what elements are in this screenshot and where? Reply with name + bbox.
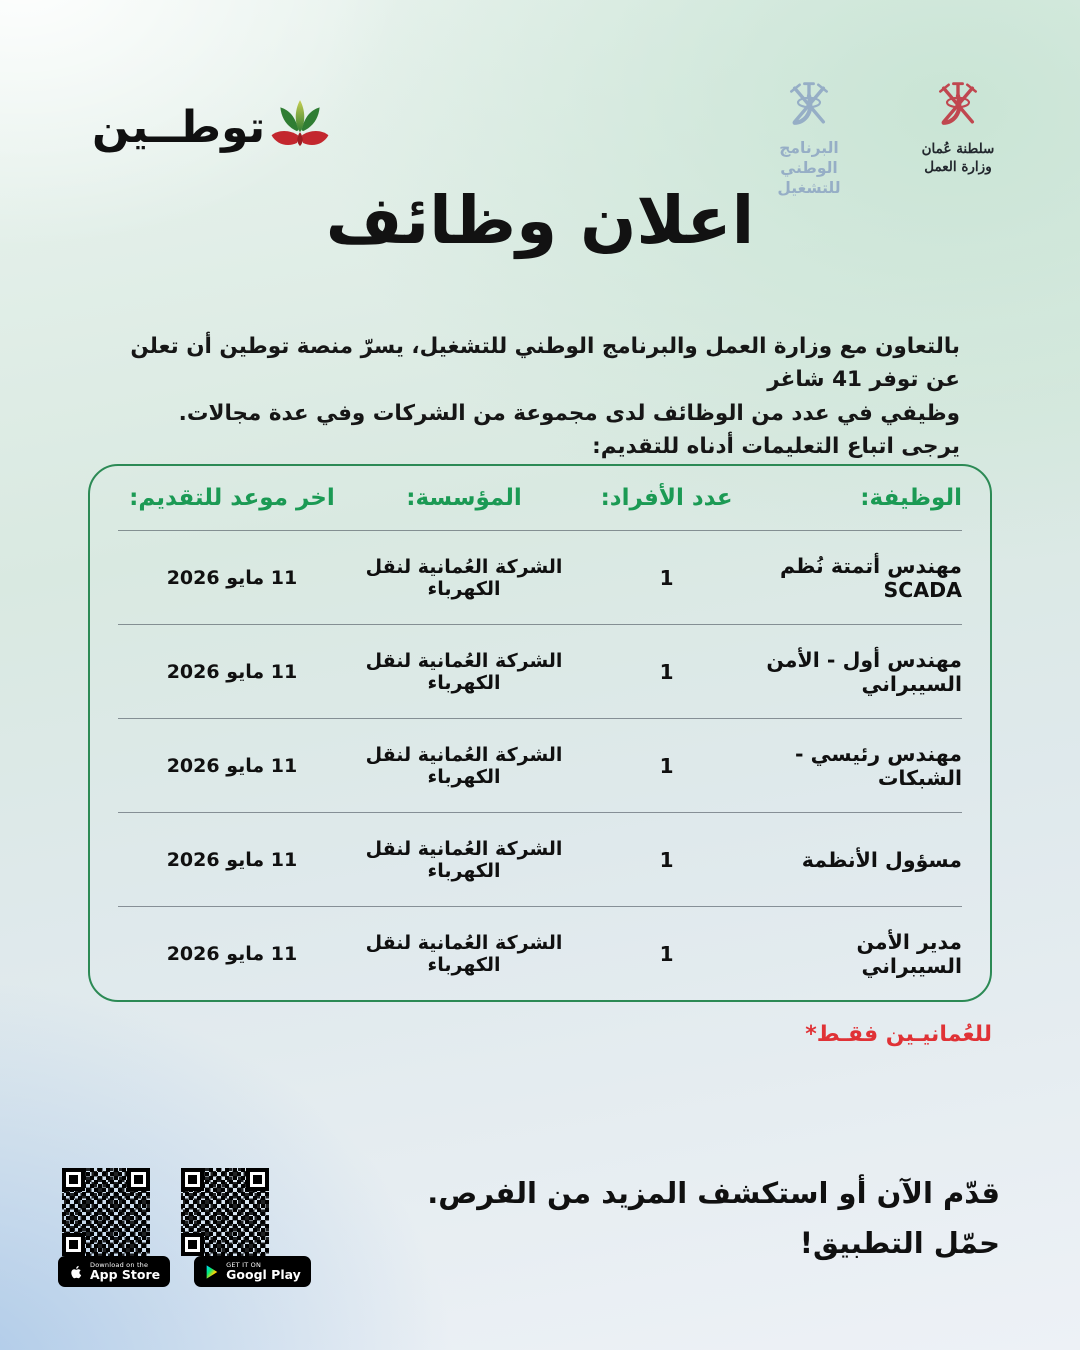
national-employment-program-logo <box>748 76 870 198</box>
job-deadline: 11 مايو 2026 <box>166 754 298 777</box>
job-title: مهندس أول - الأمن السيبراني <box>766 647 962 696</box>
header-job: الوظيفة: <box>860 485 962 511</box>
job-count: 1 <box>659 847 674 872</box>
header-count: عدد الأفراد: <box>600 485 733 511</box>
job-title: مسؤول الأنظمة <box>801 847 962 872</box>
job-deadline: 11 مايو 2026 <box>166 848 298 871</box>
npe-logo-line1: البرنامج الوطني <box>779 139 839 178</box>
qr-code-appstore[interactable] <box>62 1168 150 1256</box>
qr-codes <box>62 1168 269 1256</box>
intro-line-1: بالتعاون مع وزارة العمل والبرنامج الوطني للتشغيل، يسرّ منصة توطين أن تعلن عن توفر 41 شاغر <box>130 334 960 393</box>
page-title: اعلان وظائف <box>325 182 755 259</box>
job-org: الشركة العُمانية لنقل الكهرباء <box>365 837 563 882</box>
cta-line-2: حمّل التطبيق! <box>799 1226 1000 1260</box>
job-count: 1 <box>659 565 674 590</box>
job-deadline: 11 مايو 2026 <box>166 660 298 683</box>
job-title: مهندس رئيسي - الشبكات <box>795 741 962 790</box>
googleplay-badge[interactable] <box>194 1256 311 1287</box>
store-badges <box>58 1256 311 1287</box>
omanis-only-note: للعُمانيـين فقـط* <box>805 1022 992 1047</box>
qr-code-googleplay[interactable] <box>181 1168 269 1256</box>
google-play-icon <box>204 1264 220 1280</box>
job-org: الشركة العُمانية لنقل الكهرباء <box>365 743 563 788</box>
job-title: مدير الأمن السيبراني <box>856 929 962 978</box>
table-row <box>118 812 962 906</box>
tawteen-flower-icon <box>269 96 331 158</box>
mol-logo-line2: وزارة العمل <box>924 159 992 176</box>
job-org: الشركة العُمانية لنقل الكهرباء <box>365 555 563 600</box>
job-org: الشركة العُمانية لنقل الكهرباء <box>365 649 563 694</box>
tawteen-logo-text: توطــين <box>92 101 266 153</box>
partner-logos <box>748 76 1010 198</box>
googleplay-badge-bottom: Googl Play <box>226 1267 301 1283</box>
footer-cta <box>427 1176 1000 1260</box>
job-deadline: 11 مايو 2026 <box>166 942 298 965</box>
job-title: مهندس أتمتة نُظم SCADA <box>779 553 962 602</box>
job-count: 1 <box>659 753 674 778</box>
oman-national-emblem-icon <box>782 76 836 134</box>
intro-paragraph <box>118 330 960 463</box>
table-row <box>118 624 962 718</box>
oman-national-emblem-icon <box>931 76 985 134</box>
jobs-table-body <box>118 530 962 1000</box>
job-org: الشركة العُمانية لنقل الكهرباء <box>365 931 563 976</box>
jobs-table <box>88 464 992 1002</box>
intro-line-2: وظيفي في عدد من الوظائف لدى مجموعة من الشركات وفي عدة مجالات. <box>178 400 960 426</box>
appstore-badge[interactable] <box>58 1256 170 1287</box>
table-row <box>118 906 962 1000</box>
ministry-of-labour-logo <box>906 76 1010 176</box>
apple-icon <box>68 1264 84 1280</box>
job-count: 1 <box>659 941 674 966</box>
appstore-badge-top: Download on the <box>90 1260 149 1269</box>
header-deadline: اخر موعد للتقديم: <box>129 485 335 511</box>
appstore-badge-bottom: App Store <box>90 1267 161 1283</box>
job-deadline: 11 مايو 2026 <box>166 566 298 589</box>
header-org: المؤسسة: <box>406 485 522 511</box>
cta-line-1: قدّم الآن أو استكشف المزيد من الفرص. <box>427 1176 1000 1210</box>
mol-logo-line1: سلطنة عُمان <box>921 141 995 157</box>
jobs-table-header <box>118 466 962 530</box>
intro-line-3: يرجى اتباع التعليمات أدناه للتقديم: <box>592 433 960 459</box>
googleplay-badge-top: GET IT ON <box>226 1260 262 1269</box>
table-row <box>118 530 962 624</box>
table-row <box>118 718 962 812</box>
npe-logo-line2: للتشغيل <box>777 179 841 198</box>
tawteen-logo <box>92 96 331 158</box>
job-count: 1 <box>659 659 674 684</box>
